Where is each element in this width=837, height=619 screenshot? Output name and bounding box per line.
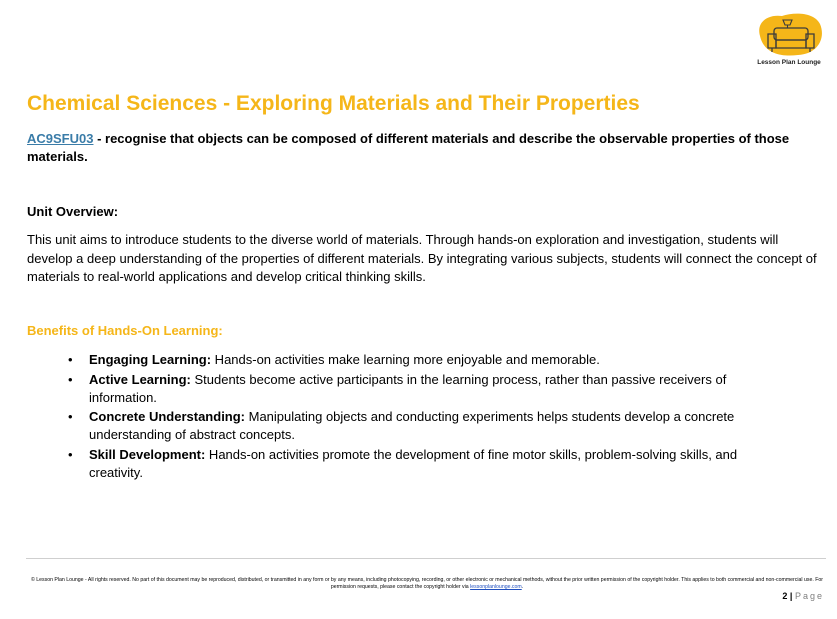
curriculum-statement xyxy=(27,130,817,166)
curriculum-description: - recognise that objects can be composed of different materials and describe the observable properties of those materials. xyxy=(27,131,790,164)
benefit-title: Engaging Learning: xyxy=(89,352,212,367)
page-title: Chemical Sciences - Exploring Materials and Their Properties xyxy=(27,92,640,115)
footer-divider xyxy=(26,558,826,559)
brand-logo xyxy=(752,12,826,70)
bullet-icon: • xyxy=(68,409,73,424)
unit-overview-heading: Unit Overview: xyxy=(27,204,119,219)
page-label: Page xyxy=(794,591,824,601)
list-item xyxy=(68,408,794,444)
list-item xyxy=(68,446,794,482)
copyright-end: . xyxy=(521,584,524,590)
list-item xyxy=(68,371,794,407)
benefit-text: Hands-on activities promote the development of fine motor skills, problem-solving skills, and creativity. xyxy=(89,446,738,480)
unit-overview-text: This unit aims to introduce students to the diverse world of materials. Through hands-on exploration and investigation, students will develop a deep understanding of the properties of different materials. By integrating various subjects, students will connect the concept of materials to real-world applications and develop critical thinking skills. xyxy=(27,232,817,284)
benefits-list xyxy=(68,351,794,483)
benefit-title: Skill Development: xyxy=(89,446,206,462)
page-separator: | xyxy=(789,591,793,601)
bullet-icon: • xyxy=(68,446,73,462)
bullet-icon: • xyxy=(68,371,73,387)
bullet-icon: • xyxy=(68,352,73,367)
copyright-website-link[interactable]: lessonplanlounge.com xyxy=(470,584,522,590)
logo-text: Lesson Plan Lounge xyxy=(757,59,821,66)
curriculum-code-link[interactable]: AC9SFU03 xyxy=(27,131,94,146)
benefit-text: Students become active participants in the learning process, rather than passive receivers of information. xyxy=(89,371,727,405)
benefit-title: Concrete Understanding: xyxy=(89,409,246,424)
copyright-notice xyxy=(26,577,828,591)
list-item xyxy=(68,351,794,369)
page-number xyxy=(782,591,824,601)
copyright-text: © Lesson Plan Lounge - All rights reserved. No part of this document may be reproduced, distributed, or transmitted in any form or by any means, including photocopying, recording, or other electronic or mechanical methods, without the prior written permission of the copyright holder. This applies to both commercial and non-commercial use. For permission requests, please contact the copyright holder via xyxy=(30,577,824,590)
benefit-text: Hands-on activities make learning more enjoyable and memorable. xyxy=(211,352,600,367)
benefit-title: Active Learning: xyxy=(89,371,191,387)
couch-with-lamp-icon xyxy=(754,12,824,58)
benefits-heading: Benefits of Hands-On Learning: xyxy=(27,323,223,338)
benefit-text: Manipulating objects and conducting experiments helps students develop a concrete understanding of abstract concepts. xyxy=(89,409,735,442)
page-number-value: 2 xyxy=(782,591,788,601)
